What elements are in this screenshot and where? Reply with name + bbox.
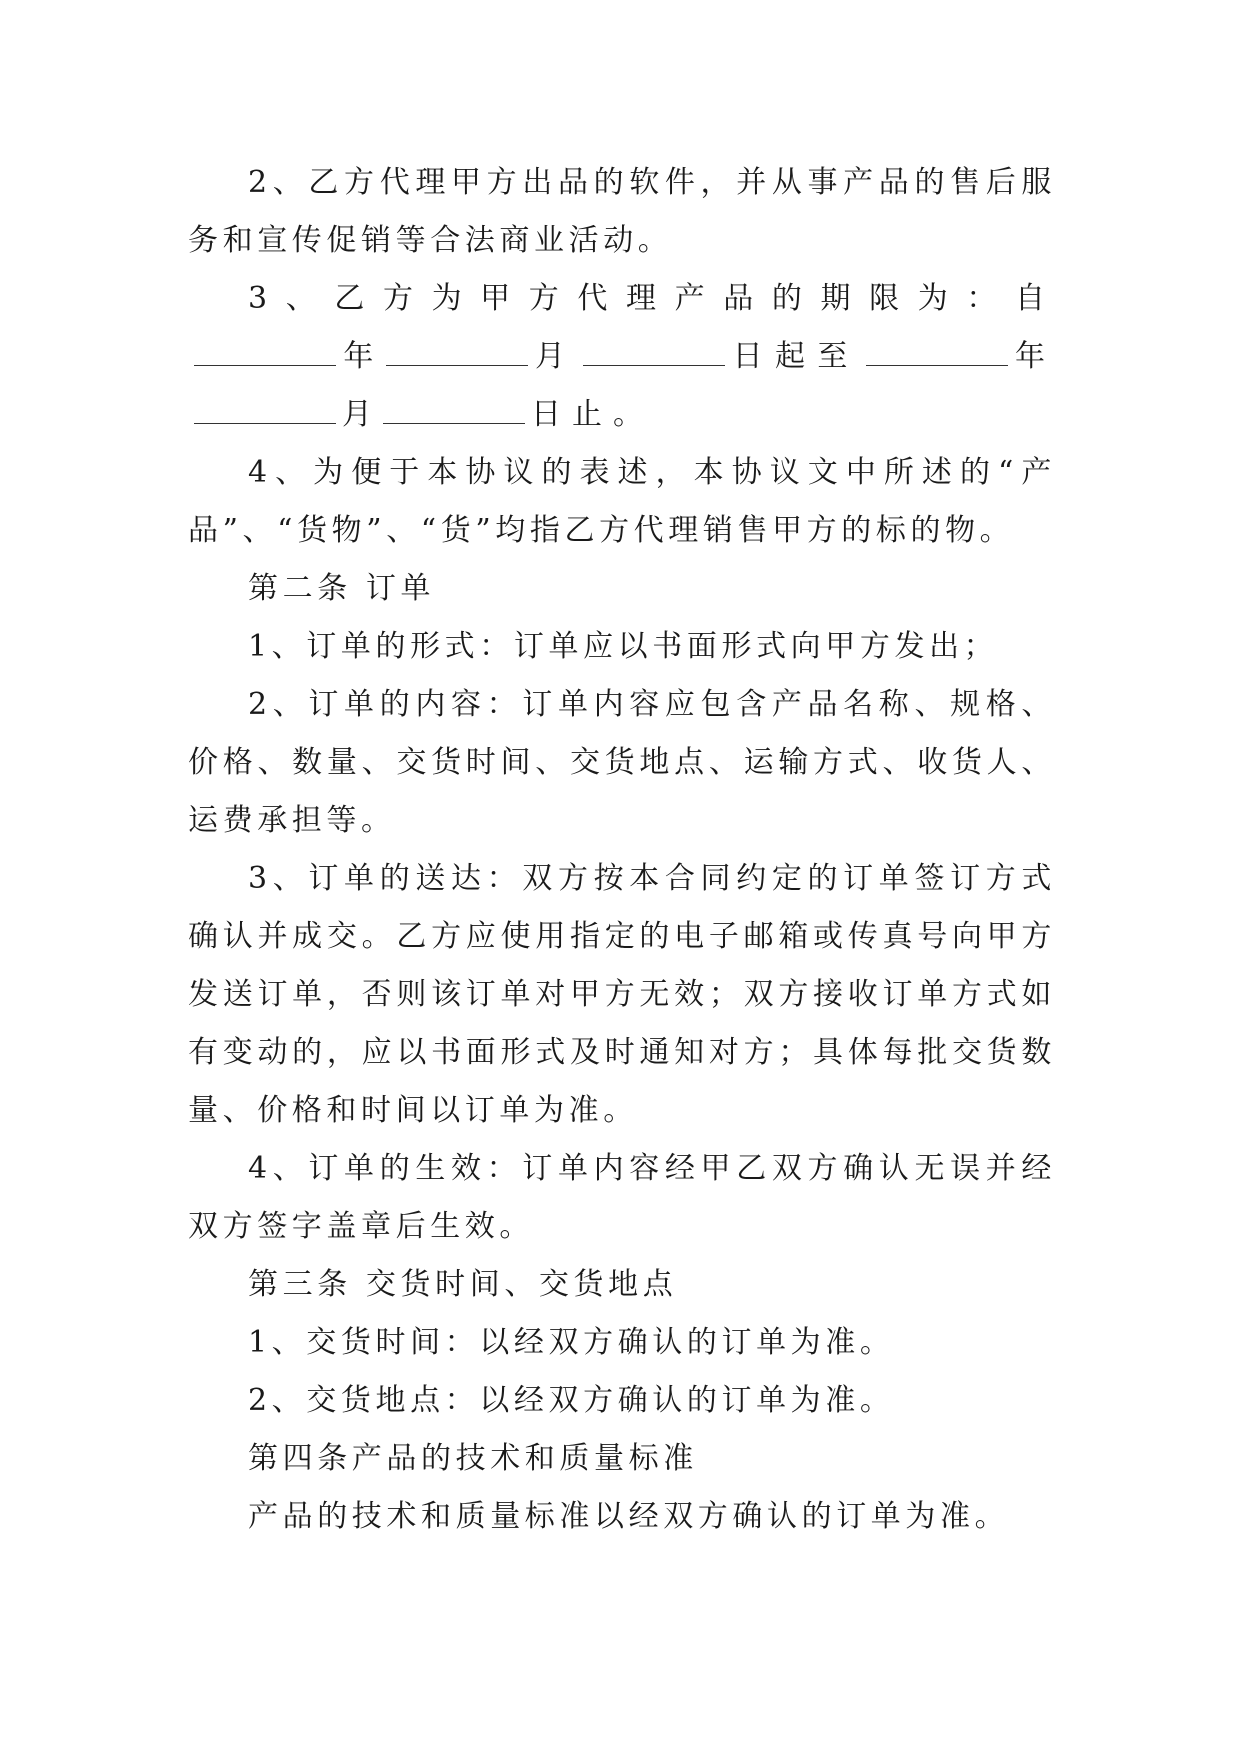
label-month-1: 月 <box>533 339 578 374</box>
article-3-heading: 第三条 交货时间、交货地点 <box>248 1267 678 1302</box>
blank-end-month[interactable] <box>194 390 336 424</box>
article-3-item-2: 2、交货地点：以经双方确认的订单为准。 <box>248 1383 895 1418</box>
article-2-item-4: 4、订单的生效：订单内容经甲乙双方确认无误并经双方签字盖章后生效。 <box>188 1151 1056 1244</box>
label-month-2: 月 <box>342 397 383 432</box>
label-day-start: 日起至 <box>731 339 860 374</box>
clause-item-2: 2、乙方代理甲方出品的软件，并从事产品的售后服务和宣传促销等合法商业活动。 <box>188 165 1056 258</box>
article-2-item-3: 3、订单的送达：双方按本合同约定的订单签订方式确认并成交。乙方应使用指定的电子邮箱或传真号向甲方发送订单，否则该订单对甲方无效；双方接收订单方式如有变动的，应以书面形式及时通知对方；具体每批交货数量、价格和时间以订单为准。 <box>188 861 1056 1128</box>
clause-item-3 <box>188 270 1056 444</box>
article-3-item-1: 1、交货时间：以经双方确认的订单为准。 <box>248 1325 895 1360</box>
article-2-heading: 第二条 订单 <box>248 571 436 606</box>
article-4-body: 产品的技术和质量标准以经双方确认的订单为准。 <box>248 1499 1010 1534</box>
blank-end-day[interactable] <box>383 390 525 424</box>
article-2-item-2: 2、订单的内容：订单内容应包含产品名称、规格、价格、数量、交货时间、交货地点、运输方式、收货人、运费承担等。 <box>188 687 1056 838</box>
blank-start-year[interactable] <box>194 332 336 366</box>
label-year-2: 年 <box>1013 339 1057 374</box>
clause-item-4: 4、为便于本协议的表述，本协议文中所述的“产品”、“货物”、“货”均指乙方代理销售甲方的标的物。 <box>188 455 1056 548</box>
label-year-1: 年 <box>342 339 386 374</box>
article-2-item-1: 1、订单的形式：订单应以书面形式向甲方发出； <box>248 629 999 664</box>
blank-start-month[interactable] <box>386 332 528 366</box>
term-intro: 3、乙方为甲方代理产品的期限为：自 <box>248 281 1056 316</box>
article-4-heading: 第四条产品的技术和质量标准 <box>248 1441 698 1476</box>
blank-start-day[interactable] <box>583 332 725 366</box>
document-body <box>188 154 1056 1546</box>
blank-end-year[interactable] <box>866 332 1008 366</box>
label-day-end: 日止。 <box>531 397 654 432</box>
